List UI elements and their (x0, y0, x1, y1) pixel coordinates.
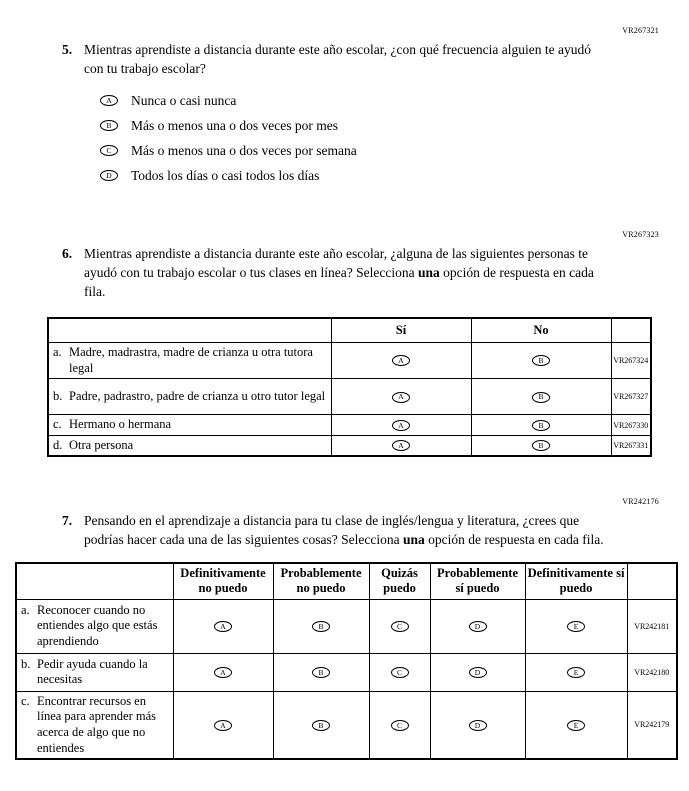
response-oval-c[interactable]: C (100, 145, 118, 156)
option-label: Todos los días o casi todos los días (131, 167, 320, 183)
row-label: Padre, padrastro, padre de crianza u otro tutor legal (69, 388, 326, 403)
q5-number: 5. (62, 42, 73, 57)
q6-accession-code: VR267323 (622, 229, 659, 239)
question-6 (62, 245, 649, 302)
item-code: VR267331 (611, 435, 651, 456)
q6-header-code (611, 318, 651, 342)
row-letter: a. (21, 602, 30, 617)
response-oval-yes[interactable]: A (392, 440, 410, 451)
q5-text: Mientras aprendiste a distancia durante este año escolar, ¿con qué frecuencia alguien te ayudó con tu trabajo escolar? (84, 42, 591, 76)
q6-row-a (48, 342, 651, 378)
response-oval-no[interactable]: B (532, 392, 550, 403)
row-letter: c. (21, 693, 30, 708)
response-oval-2[interactable]: B (312, 667, 330, 678)
option-label: Nunca o casi nunca (131, 92, 237, 108)
q7-text-after: opción de respuesta en cada fila. (428, 532, 604, 548)
q6-header-yes: Sí (331, 318, 471, 342)
option-label: Más o menos una o dos veces por semana (131, 142, 357, 158)
q6-row-c (48, 415, 651, 436)
q7-header-row (16, 563, 677, 599)
item-code: VR242180 (627, 653, 677, 691)
item-code: VR267327 (611, 379, 651, 415)
q6-header-empty (48, 318, 331, 342)
response-oval-yes[interactable]: A (392, 420, 410, 431)
response-oval-3[interactable]: C (391, 667, 409, 678)
q6-table (47, 317, 652, 457)
row-label: Hermano o hermana (69, 417, 172, 432)
response-oval-5[interactable]: E (567, 667, 585, 678)
response-oval-3[interactable]: C (391, 720, 409, 731)
row-label: Madre, madrastra, madre de crianza u otra tutora legal (69, 344, 313, 375)
row-label: Otra persona (69, 437, 134, 452)
q6-header-row (48, 318, 651, 342)
row-label: Encontrar recursos en línea para aprender más acerca de algo que no entiendes (37, 693, 157, 755)
response-oval-3[interactable]: C (391, 621, 409, 632)
row-letter: b. (21, 656, 31, 671)
response-oval-b[interactable]: B (100, 120, 118, 131)
response-oval-a[interactable]: A (100, 95, 118, 106)
q6-text-after: opción de respuesta en cada fila. (84, 264, 594, 299)
q6-number: 6. (62, 245, 73, 261)
question-7 (62, 512, 649, 550)
response-oval-2[interactable]: B (312, 621, 330, 632)
row-label: Pedir ayuda cuando la necesitas (37, 656, 148, 687)
q7-text-bold: una (403, 532, 425, 548)
row-letter: a. (53, 344, 62, 359)
item-code: VR242179 (627, 691, 677, 759)
q7-header-col-2: Probablemente no puedo (273, 563, 369, 599)
response-oval-5[interactable]: E (567, 720, 585, 731)
q6-text-before: Mientras aprendiste a distancia durante este año escolar, ¿alguna de las siguientes personas te ayudó con tu trabajo escolar o tus clases en línea? Selecciona (84, 245, 589, 280)
q7-accession-code: VR242176 (622, 497, 659, 507)
response-oval-1[interactable]: A (214, 621, 232, 632)
q5-accession-code: VR267321 (622, 26, 659, 35)
q5-option-b (100, 118, 689, 134)
question-5 (62, 41, 649, 79)
row-letter: d. (53, 437, 63, 452)
row-label: Reconocer cuando no entiendes algo que estás aprendiendo (37, 602, 158, 649)
response-oval-d[interactable]: D (100, 170, 118, 181)
q7-header-code (627, 563, 677, 599)
q7-header-col-5: Definitivamente sí puedo (525, 563, 627, 599)
q7-table (15, 562, 678, 760)
item-code: VR267330 (611, 415, 651, 436)
item-code: VR242181 (627, 599, 677, 653)
row-letter: c. (53, 417, 62, 432)
item-code: VR267324 (611, 342, 651, 378)
q5-option-c (100, 143, 689, 159)
response-oval-yes[interactable]: A (392, 355, 410, 366)
response-oval-1[interactable]: A (214, 720, 232, 731)
response-oval-1[interactable]: A (214, 667, 232, 678)
q7-row-b (16, 653, 677, 691)
q7-text (84, 512, 604, 550)
q6-text (84, 245, 604, 302)
q6-text-bold: una (418, 264, 440, 280)
response-oval-no[interactable]: B (532, 420, 550, 431)
response-oval-4[interactable]: D (469, 621, 487, 632)
q6-header-no: No (471, 318, 611, 342)
q7-header-col-4: Probablemente sí puedo (430, 563, 525, 599)
q5-options (100, 93, 689, 184)
option-label: Más o menos una o dos veces por mes (131, 117, 338, 133)
q7-row-c (16, 691, 677, 759)
q6-row-d (48, 435, 651, 456)
q5-option-a (100, 93, 689, 109)
row-letter: b. (53, 388, 63, 403)
q7-number: 7. (62, 513, 73, 529)
q7-row-a (16, 599, 677, 653)
response-oval-5[interactable]: E (567, 621, 585, 632)
q5-option-d (100, 168, 689, 184)
q7-header-empty (16, 563, 173, 599)
response-oval-4[interactable]: D (469, 667, 487, 678)
q7-header-col-1: Definitivamente no puedo (173, 563, 273, 599)
response-oval-no[interactable]: B (532, 355, 550, 366)
response-oval-yes[interactable]: A (392, 392, 410, 403)
q6-row-b (48, 379, 651, 415)
response-oval-no[interactable]: B (532, 440, 550, 451)
q7-header-col-3: Quizás puedo (369, 563, 430, 599)
response-oval-2[interactable]: B (312, 720, 330, 731)
response-oval-4[interactable]: D (469, 720, 487, 731)
q7-text-before: Pensando en el aprendizaje a distancia para tu clase de inglés/lengua y literatura, ¿crees que podrías hacer cada una de las siguientes cosas? Selecciona (84, 513, 580, 548)
